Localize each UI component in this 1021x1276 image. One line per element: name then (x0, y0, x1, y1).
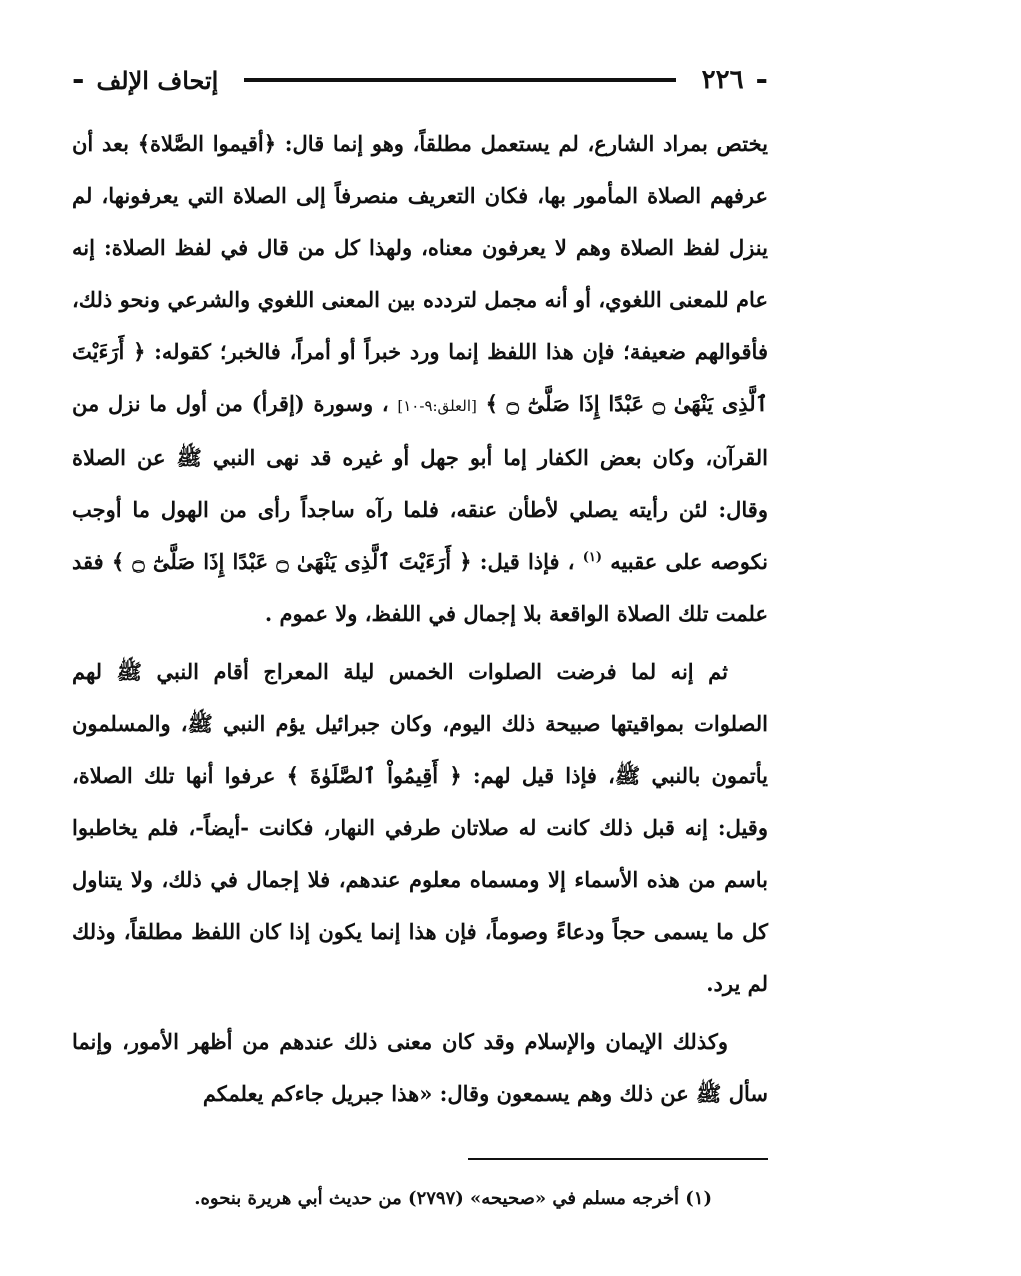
paragraph-3-text: وكذلك الإيمان والإسلام وقد كان معنى ذلك عندهم من أظهر الأمور، وإنما سأل ﷺ عن ذلك وهم يسمعون وقال: «هذا جبريل جاءكم يعلمكم (72, 1029, 768, 1106)
paragraph-1-text-b: ، وسورة (إقرأ) من أول ما نزل من القرآن، وكان بعض الكفار إما أبو جهل أو غيره قد نهى النبي ﷺ عن الصلاة وقال: لئن رأيته يصلي لأطأن عنقه، فلما رآه ساجداً رأى من الهول ما أوجب نكوصه على عقبيه (72, 391, 769, 574)
paragraph-2 (72, 646, 768, 1010)
page-header (72, 60, 768, 100)
paragraph-3 (72, 1016, 768, 1120)
main-text (72, 118, 768, 1126)
paragraph-1 (72, 118, 768, 640)
page-number: ٢٢٦ (701, 65, 744, 95)
footnote-marker: (١) (582, 550, 603, 565)
running-title: إتحاف الإلف (96, 65, 219, 95)
header-rule (244, 78, 675, 82)
header-dash-right: - (755, 62, 768, 97)
footnote: (١) أخرجه مسلم في «صحيحه» (٢٧٩٧) من حديث أبي هريرة بنحوه. (194, 1188, 712, 1209)
paragraph-1-text-c: ، فإذا قيل: ﴿ أَرَءَيْتَ ٱلَّذِى يَنْهَىٰ ۝ عَبْدًا إِذَا صَلَّىٰٓ ۝ ﴾ فقد علمت تلك الصلاة الواقعة بلا إجمال في اللفظ، ولا عموم . (72, 549, 768, 626)
header-dash-left: - (72, 62, 85, 97)
quran-reference: [العلق:٩-١٠] (397, 397, 477, 415)
footnote-separator (468, 1158, 768, 1160)
paragraph-1-text-a: يختص بمراد الشارع، لم يستعمل مطلقاً، وهو إنما قال: ﴿أقيموا الصَّلاة﴾ بعد أن عرفهم الصلاة المأمور بها، فكان التعريف منصرفاً إلى الصلاة التي يعرفونها، لم ينزل لفظ الصلاة وهم لا يعرفون معناه، ولهذا كل من قال في لفظ الصلاة: إنه عام للمعنى اللغوي، أو أنه مجمل لتردده بين المعنى اللغوي والشرعي ونحو ذلك، فأقوالهم ضعيفة؛ فإن هذا اللفظ إنما ورد خبراً أو أمراً، فالخبر؛ كقوله: ﴿ أَرَءَيْتَ ٱلَّذِى يَنْهَىٰ ۝ عَبْدًا إِذَا صَلَّىٰٓ ۝ ﴾ (72, 131, 769, 416)
paragraph-2-text: ثم إنه لما فرضت الصلوات الخمس ليلة المعراج أقام النبي ﷺ لهم الصلوات بمواقيتها صبيحة ذلك اليوم، وكان جبرائيل يؤم النبي ﷺ، والمسلمون يأتمون بالنبي ﷺ، فإذا قيل لهم: ﴿ أَقِيمُواْ ٱلصَّلَوٰةَ ﴾ عرفوا أنها تلك الصلاة، وقيل: إنه قبل ذلك كانت له صلاتان طرفي النهار، فكانت -أيضاً-، فلم يخاطبوا باسم من هذه الأسماء إلا ومسماه معلوم عندهم، فلا إجمال في ذلك، ولا يتناول كل ما يسمى حجاً ودعاءً وصوماً، فإن هذا إنما يكون إذا كان اللفظ مطلقاً، وذلك لم يرد. (72, 659, 768, 996)
